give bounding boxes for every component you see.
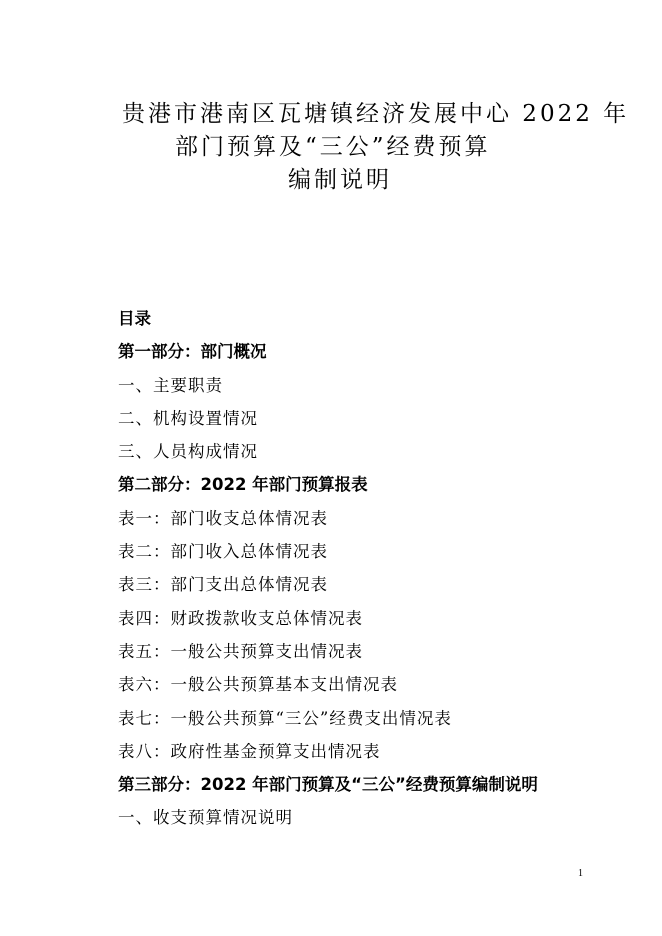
document-title-line-2: 部门预算及“三公”经费预算	[175, 134, 491, 160]
toc-part2-heading: 第二部分：2022 年部门预算报表	[118, 475, 368, 495]
toc-item: 表一：部门收支总体情况表	[118, 508, 328, 528]
toc-part3-heading: 第三部分：2022 年部门预算及“三公”经费预算编制说明	[118, 775, 538, 795]
toc-item: 表六：一般公共预算基本支出情况表	[118, 675, 398, 695]
toc-part1-heading: 第一部分：部门概况	[118, 342, 267, 362]
toc-item: 三、人员构成情况	[118, 442, 258, 462]
toc-item: 表七：一般公共预算“三公”经费支出情况表	[118, 708, 452, 728]
toc-item: 表三：部门支出总体情况表	[118, 575, 328, 595]
toc-item: 一、收支预算情况说明	[118, 808, 293, 828]
toc-contents-label: 目录	[118, 309, 151, 328]
toc-item: 表八：政府性基金预算支出情况表	[118, 741, 381, 761]
toc-item: 二、机构设置情况	[118, 408, 258, 428]
table-of-contents	[118, 302, 638, 835]
toc-item: 表五：一般公共预算支出情况表	[118, 641, 363, 661]
page-number: 1	[578, 868, 583, 879]
toc-item: 一、主要职责	[118, 375, 223, 395]
document-title-line-3: 编制说明	[288, 167, 392, 193]
toc-item: 表四：财政拨款收支总体情况表	[118, 608, 363, 628]
document-title-line-1: 贵港市港南区瓦塘镇经济发展中心 2022 年	[122, 101, 630, 127]
toc-item: 表二：部门收入总体情况表	[118, 542, 328, 562]
